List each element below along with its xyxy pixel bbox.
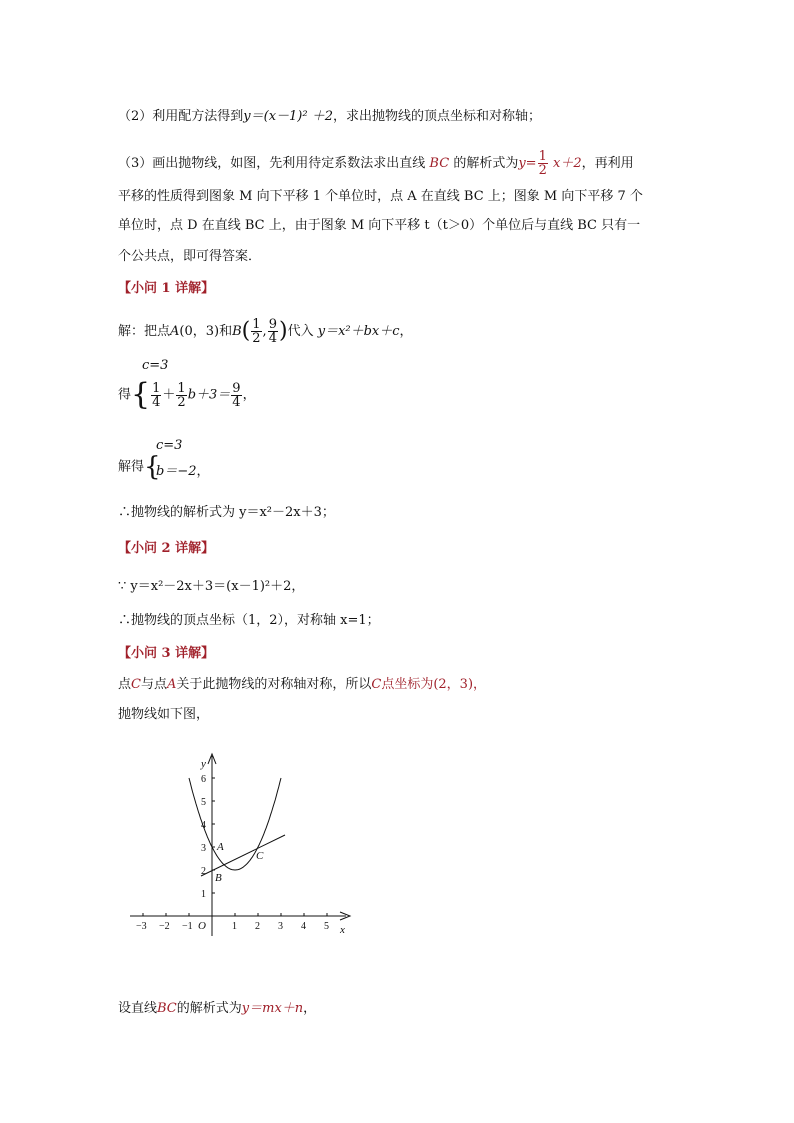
last-line: 设直线BC的解析式为y＝mx＋n， (118, 1001, 317, 1016)
vertex-form-formula: y＝(x－1)² ＋2 (243, 109, 333, 124)
origin-label: O (198, 920, 206, 932)
x-tick-2: 2 (255, 921, 260, 932)
point-a-label: A (217, 841, 224, 853)
y-tick-6: 6 (201, 774, 206, 785)
fraction-bx: $\frac{1}{2}$ (252, 317, 261, 346)
solution2-line-2: ∴抛物线的顶点坐标（1，2），对称轴 x=1； (118, 613, 380, 628)
y-tick-4: 4 (201, 820, 206, 831)
point-c-label: C (256, 850, 264, 862)
y-tick-5: 5 (201, 797, 206, 808)
part3-line-1: （3）画出抛物线，如图，先利用待定系数法求出直线 BC 的解析式为y= $\frac{1}{2}$ x＋2，再利用 (118, 149, 634, 178)
point-b-label: B (215, 872, 222, 884)
y-tick-2: 2 (201, 866, 206, 877)
solution3-line-2: 抛物线如下图， (118, 707, 210, 722)
part3-line-3: 单位时，点 D 在直线 BC 上，由于图象 M 向下平移 t（t＞0）个单位后与直线 BC 只有一 (118, 218, 641, 233)
solution3-line-1: 点C与点A关于此抛物线的对称轴对称，所以C点坐标为(2，3)， (118, 677, 487, 692)
fraction-by: $\frac{9}{4}$ (268, 317, 277, 346)
x-tick-3: 3 (278, 921, 283, 932)
part3-line-2: 平移的性质得到图象 M 向下平移 1 个单位时，点 A 在直线 BC 上；图象 M 向下平移 7 个 (118, 189, 643, 204)
x-tick-4: 4 (301, 921, 306, 932)
y-tick-3: 3 (201, 843, 206, 854)
section-heading-2: 【小问 2 详解】 (118, 541, 215, 556)
line-bc (201, 835, 285, 876)
section-heading-3: 【小问 3 详解】 (118, 646, 215, 661)
section-heading-1: 【小问 1 详解】 (118, 281, 215, 296)
fraction-half: $\frac{1}{2}$ (538, 149, 547, 178)
x-tick-neg1: −1 (182, 921, 193, 932)
y-tick-1: 1 (201, 889, 206, 900)
part3-line-4: 个公共点，即可得答案． (118, 249, 262, 264)
x-tick-neg3: −3 (136, 921, 147, 932)
solution1-result: ∴抛物线的解析式为 y＝x²－2x＋3； (118, 505, 335, 520)
solution2-line-1: ∵ y＝x²－2x＋3＝(x－1)²＋2， (118, 579, 305, 594)
x-tick-1: 1 (232, 921, 237, 932)
part2-line: （2）利用配方法得到y＝(x－1)² ＋2，求出抛物线的顶点坐标和对称轴； (118, 109, 542, 124)
y-axis-label: y (201, 758, 206, 770)
parabola-graph (124, 746, 356, 942)
solution1-line: 解：把点A(0，3)和B( $\frac{1}{2}$ , $\frac{9}{4}$ )代入 y＝x²＋bx＋c， (118, 317, 413, 346)
x-axis-label: x (340, 924, 345, 936)
x-tick-5: 5 (324, 921, 329, 932)
x-tick-neg2: −2 (159, 921, 170, 932)
